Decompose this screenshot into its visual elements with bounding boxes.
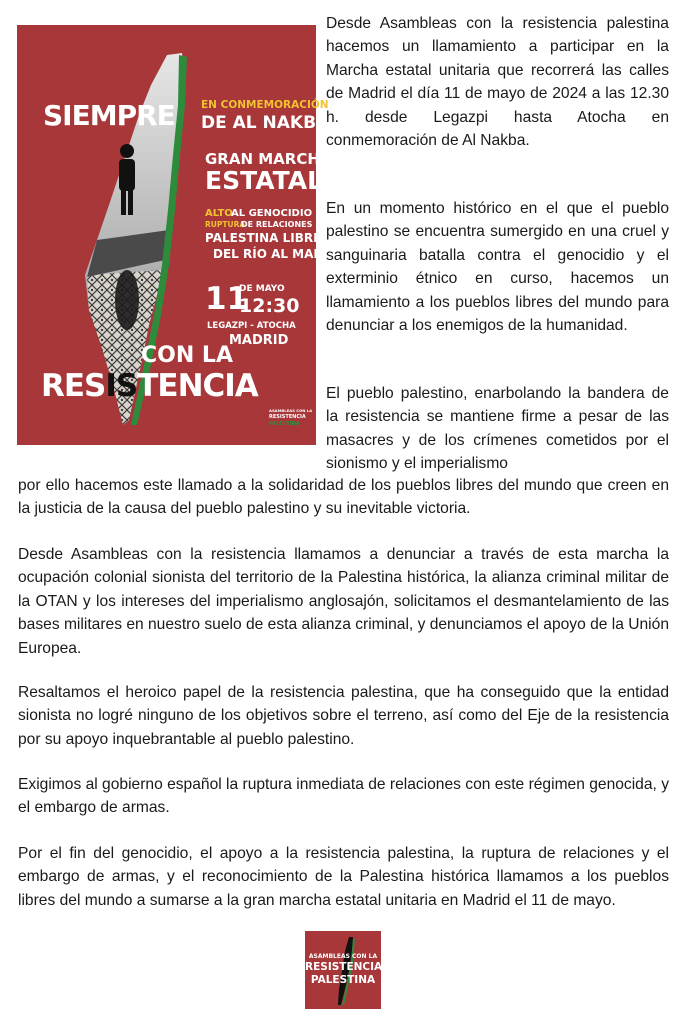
poster-conmemoracion-1: EN CONMEMORACIÓN — [201, 99, 329, 111]
poster-gran-marcha-2: ESTATAL — [205, 166, 323, 195]
paragraph-5: Resaltamos el heroico papel de la resistencia palestina, que ha conseguido que la entidad sionista no logré ninguno de los objetivos sobre el terreno, así como del Eje de la resistencia por su apoyo inquebrantable al pueblo palestino. — [18, 684, 669, 748]
logo-line-1: ASAMBLEAS CON LA — [308, 953, 378, 960]
poster-small-logo-1: ASAMBLEAS CON LA — [269, 408, 313, 413]
paragraph-3b: por ello hacemos este llamado a la solidaridad de los pueblos libres del mundo que creen en la justicia de la causa del pueblo palestino y su inevitable victoria. — [18, 477, 669, 518]
poster-time: 12:30 — [239, 295, 300, 317]
paragraph-6: Exigimos al gobierno español la ruptura inmediata de relaciones con este régimen genocida, y el embargo de armas. — [18, 776, 669, 817]
poster-palestina-libre: PALESTINA LIBRE — [205, 231, 322, 245]
poster-small-logo-3: PALESTINA — [269, 421, 300, 427]
asambleas-logo — [305, 931, 381, 1009]
poster-res-3: TENCIA — [137, 368, 258, 404]
logo-line-2: RESISTENCIA — [305, 961, 383, 973]
paragraph-7: Por el fin del genocidio, el apoyo a la resistencia palestina, la ruptura de relaciones y el embargo de armas, y el reconocimiento de la Palestina histórica llamamos a los pueblos libres del mundo a sumarse a la gran marcha estatal unitaria en Madrid el 11 de mayo. — [18, 845, 669, 909]
poster-de-relaciones: DE RELACIONES — [241, 220, 313, 229]
poster-gran-marcha-1: GRAN MARCHA — [205, 150, 332, 168]
poster-alto: ALTO — [205, 208, 233, 219]
paragraph-3a: El pueblo palestino, enarbolando la bandera de la resistencia se mantiene firme a pesar de las masacres y de los crímenes cometidos por el sionismo y el imperialismo — [326, 385, 669, 473]
poster-ruptura: RUPTURA — [205, 220, 246, 229]
poster-del-rio: DEL RÍO AL MAR — [213, 247, 323, 261]
poster-route: LEGAZPI - ATOCHA — [207, 321, 296, 331]
logo-line-3: PALESTINA — [310, 974, 376, 986]
paragraph-4: Desde Asambleas con la resistencia llamamos a denunciar a través de esta marcha la ocupación colonial sionista del territorio de la Palestina histórica, la alianza criminal militar de la OTAN y los intereses del imperialismo anglosajón, solicitamos el desmantelamiento de las bases militares en nuestro suelo de esta alianza criminal, y denunciamos el apoyo de la Unión Europea. — [18, 546, 669, 657]
poster-de-mayo: DE MAYO — [239, 284, 285, 294]
poster-city: MADRID — [229, 333, 289, 348]
poster-small-logo-2: RESISTENCIA — [269, 414, 306, 420]
march-poster — [17, 25, 332, 445]
paragraph-1: Desde Asambleas con la resistencia palestina hacemos un llamamiento a participar en la Marcha estatal unitaria que recorrerá las calles de Madrid el día 11 de mayo de 2024 a las 12.30 h. desde Legazpi hasta Atocha en conmemoración de Al Nakba. — [326, 15, 669, 150]
paragraph-2: En un momento histórico en el que el pueblo palestino se encuentra sumergido en una cruel y sanguinaria batalla contra el genocidio y el exterminio étnico en curso, hacemos un llamamiento a los pueblos libres del mundo para denunciar a los enemigos de la humanidad. — [326, 200, 669, 335]
poster-conmemoracion-2: DE AL NAKBA — [201, 113, 330, 133]
poster-res-1: RES — [41, 368, 106, 404]
poster-day: 11 — [205, 281, 249, 317]
poster-res-2: IS — [105, 368, 138, 404]
poster-resistencia — [41, 368, 258, 404]
poster-con-la: CON LA — [141, 343, 233, 368]
poster-al-genocidio: AL GENOCIDIO — [231, 208, 313, 219]
poster-siempre: SIEMPRE — [43, 99, 175, 132]
